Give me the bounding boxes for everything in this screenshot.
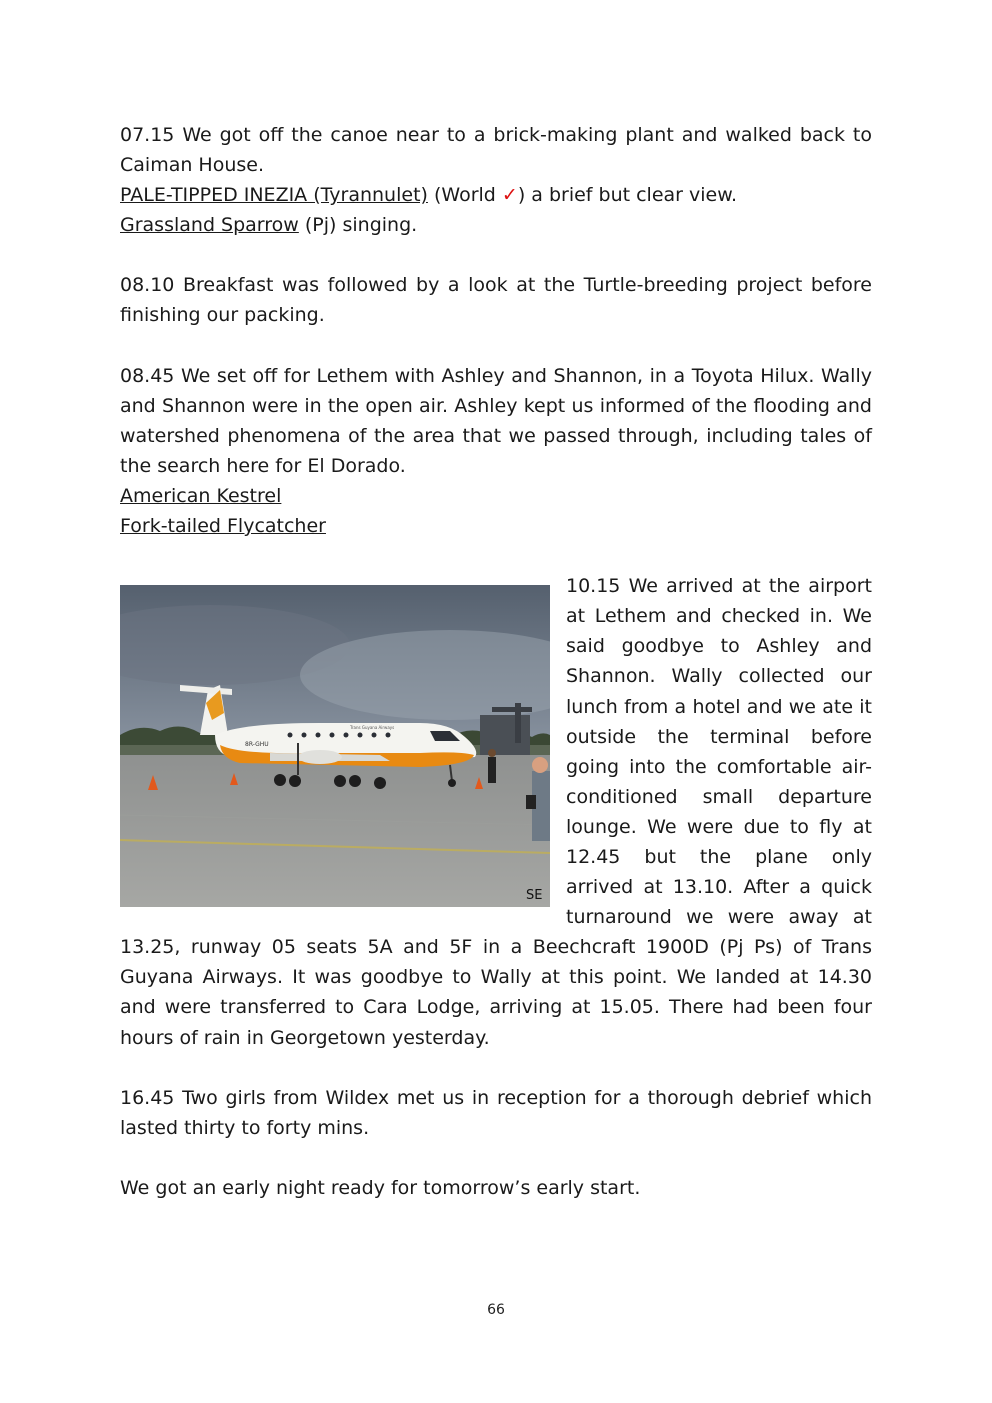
entry-evening: We got an early night ready for tomorrow’s early start. [120,1176,641,1199]
species-name: PALE-TIPPED INEZIA (Tyrannulet) [120,184,428,207]
photo-credit: SE [526,888,543,904]
species-name: Grassland Sparrow [120,214,299,237]
checkmark-icon: ✓ [501,184,518,207]
entry-0715: 07.15 We got off the canoe near to a brick-making plant and walked back to Caiman House. [120,124,872,177]
paragraph-gap [120,1053,872,1083]
aircraft-registration: 8R-GHU [245,741,269,749]
sighting-american-kestrel [120,481,872,511]
paragraph-gap [120,541,872,571]
paragraph-gap [120,1143,872,1173]
entry-0810: 08.10 Breakfast was followed by a look at the Turtle-breeding project before finishing our packing. [120,274,872,327]
entry-1015: 10.15 We arrived at the airport at Lethem and checked in. We said goodbye to Ashley and Shannon. Wally collected our lunch from a hotel and we ate it outside the terminal before going into the comfortable air-conditioned small departure lounge. We were due to fly at 12.45 but the plane only arrived at 13.10. After a quick turnaround we were away at 13.25, runway 05 seats 5A and 5F in a Beechcraft 1900D (Pj Ps) of Trans Guyana Airways. It was goodbye to Wally at this point. We landed at 14.30 and were transferred to Cara Lodge, arriving at 15.05. There had been four hours of rain in Georgetown yesterday. [120,575,872,1049]
species-name: American Kestrel [120,484,282,507]
sighting-pale-tipped-inezia: PALE-TIPPED INEZIA (Tyrannulet) (World ✓) a brief but clear view. [120,184,738,207]
airline-livery-text: Trans Guyana Airways [350,725,395,731]
paragraph-gap [120,240,872,270]
entry-0845: 08.45 We set off for Lethem with Ashley and Shannon, in a Toyota Hilux. Wally and Shannon were in the open air. Ashley kept us informed of the flooding and watershed phenomena of the area that we passed through, including tales of the search here for El Dorado. [120,364,872,477]
entry-1645: 16.45 Two girls from Wildex met us in reception for a thorough debrief which lasted thirty to forty mins. [120,1086,872,1139]
page-content [120,120,872,1203]
airplane-photo-image [120,585,550,907]
aircraft-photo [120,585,550,907]
page-number: 66 [487,1302,505,1318]
species-name: Fork-tailed Flycatcher [120,515,326,538]
sighting-grassland-sparrow: Grassland Sparrow (Pj) singing. [120,214,418,237]
sighting-fork-tailed-flycatcher [120,511,872,541]
paragraph-gap [120,331,872,361]
